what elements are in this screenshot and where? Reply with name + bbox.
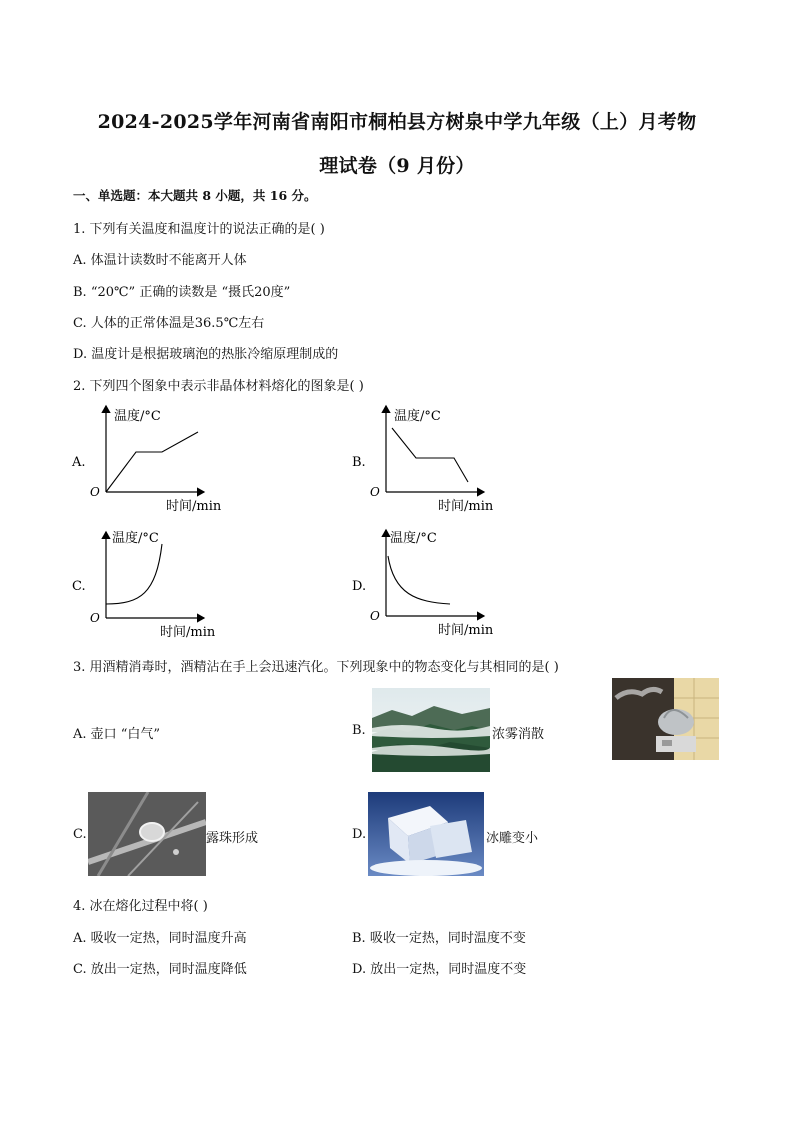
exam-title bbox=[60, 100, 734, 188]
q3-stem: 3. 用酒精消毒时，酒精沾在手上会迅速汽化。下列现象中的物态变化与其相同的是( ) bbox=[73, 660, 559, 675]
graph-d-curve bbox=[388, 556, 450, 604]
graph-a-xlabel: 时间/min bbox=[166, 499, 222, 514]
graph-d-origin: O bbox=[370, 609, 380, 623]
graph-b-ylabel: 温度/°C bbox=[394, 409, 441, 424]
q1-option-d: D. 温度计是根据玻璃泡的热胀冷缩原理制成的 bbox=[73, 347, 339, 362]
q3-option-b-letter: B. bbox=[352, 723, 366, 738]
graph-b-letter: B. bbox=[352, 455, 366, 470]
q3-option-b-caption: 浓雾消散 bbox=[492, 727, 545, 742]
title-line-1: 2024-2025学年河南省南阳市桐柏县方树泉中学九年级（上）月考物 bbox=[97, 111, 697, 133]
dewdrop-image bbox=[88, 792, 206, 880]
graph-b bbox=[350, 400, 520, 518]
graph-c-xlabel: 时间/min bbox=[160, 625, 216, 640]
graph-c bbox=[70, 524, 240, 642]
q1-option-b: B. “20℃” 正确的读数是 “摄氏20度” bbox=[73, 285, 291, 300]
graph-d-xlabel: 时间/min bbox=[438, 623, 494, 638]
graph-c-ylabel: 温度/°C bbox=[112, 531, 159, 546]
q3-option-c-caption: 露珠形成 bbox=[206, 831, 259, 846]
graph-d-letter: D. bbox=[352, 579, 367, 594]
graph-b-xlabel: 时间/min bbox=[438, 499, 494, 514]
graph-c-origin: O bbox=[90, 611, 100, 625]
q4-stem: 4. 冰在熔化过程中将( ) bbox=[73, 899, 208, 914]
graph-c-letter: C. bbox=[72, 579, 86, 594]
q1-option-c: C. 人体的正常体温是36.5℃左右 bbox=[73, 316, 265, 331]
q4-option-c: C. 放出一定热，同时温度降低 bbox=[73, 962, 247, 977]
q1-stem: 1. 下列有关温度和温度计的说法正确的是( ) bbox=[73, 222, 325, 237]
graph-a-origin: O bbox=[90, 485, 100, 499]
fog-mountains-image bbox=[372, 688, 490, 776]
graph-a-ylabel: 温度/°C bbox=[114, 409, 161, 424]
graph-d-ylabel: 温度/°C bbox=[390, 531, 437, 546]
q3-option-c-letter: C. bbox=[73, 827, 87, 842]
q3-option-a: A. 壶口 “白气” bbox=[73, 727, 161, 742]
graph-a-curve bbox=[106, 432, 198, 492]
q4-option-d: D. 放出一定热，同时温度不变 bbox=[352, 962, 527, 977]
q3-option-d-letter: D. bbox=[352, 827, 367, 842]
q2-stem: 2. 下列四个图象中表示非晶体材料熔化的图象是( ) bbox=[73, 379, 364, 394]
graph-c-curve bbox=[106, 544, 162, 604]
q1-option-a: A. 体温计读数时不能离开人体 bbox=[73, 253, 247, 268]
kettle-steam-image bbox=[612, 678, 719, 764]
graph-a-letter: A. bbox=[72, 455, 86, 470]
graph-d bbox=[350, 524, 520, 642]
title-line-2: 理试卷（9 月份） bbox=[319, 155, 475, 177]
graph-b-curve bbox=[392, 428, 468, 482]
ice-sculpture-image bbox=[368, 792, 484, 880]
q4-option-b: B. 吸收一定热，同时温度不变 bbox=[352, 931, 526, 946]
q4-option-a: A. 吸收一定热，同时温度升高 bbox=[73, 931, 247, 946]
q3-option-d-caption: 冰雕变小 bbox=[486, 831, 539, 846]
graph-a bbox=[70, 400, 240, 518]
graph-b-origin: O bbox=[370, 485, 380, 499]
section-heading: 一、单选题：本大题共 8 小题，共 16 分。 bbox=[73, 188, 317, 203]
